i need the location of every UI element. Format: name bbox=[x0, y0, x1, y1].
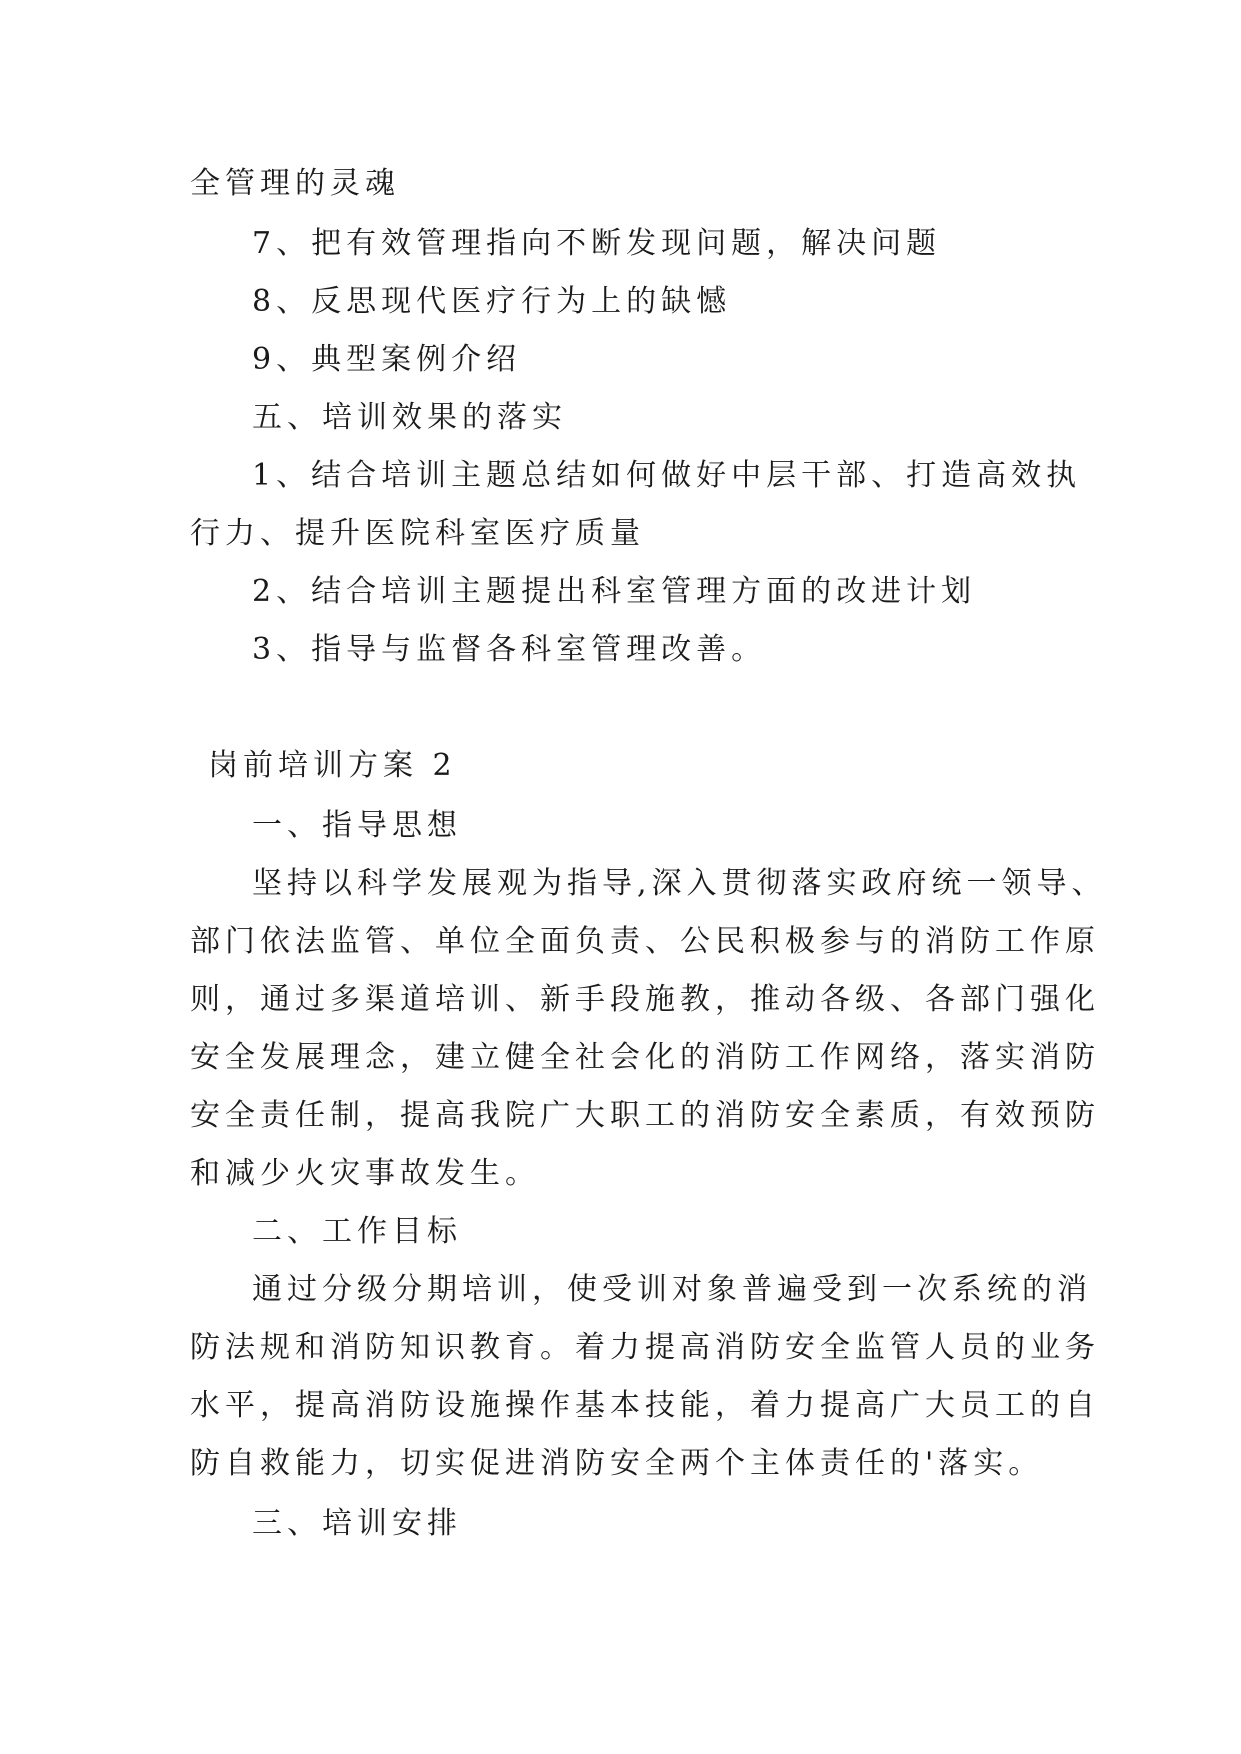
paragraph-line: 防自救能力，切实促进消防安全两个主体责任的'落实。 bbox=[190, 1446, 1044, 1481]
list-item: 3、指导与监督各科室管理改善。 bbox=[252, 632, 767, 667]
paragraph-line: 则，通过多渠道培训、新手段施教，推动各级、各部门强化 bbox=[190, 982, 1100, 1017]
paragraph-line: 安全责任制，提高我院广大职工的消防安全素质，有效预防 bbox=[190, 1098, 1100, 1133]
paragraph-line: 安全发展理念，建立健全社会化的消防工作网络，落实消防 bbox=[190, 1040, 1100, 1075]
text-line: 全管理的灵魂 bbox=[190, 166, 400, 201]
text-line: 行力、提升医院科室医疗质量 bbox=[190, 516, 645, 551]
section-heading: 五、培训效果的落实 bbox=[252, 400, 567, 435]
paragraph-line: 水平，提高消防设施操作基本技能，着力提高广大员工的自 bbox=[190, 1388, 1100, 1423]
list-item: 8、反思现代医疗行为上的缺憾 bbox=[252, 284, 732, 319]
section-heading: 一、指导思想 bbox=[252, 808, 462, 843]
list-item: 7、把有效管理指向不断发现问题，解决问题 bbox=[252, 226, 942, 261]
list-item: 1、结合培训主题总结如何做好中层干部、打造高效执 bbox=[252, 458, 1082, 493]
paragraph-line: 坚持以科学发展观为指导,深入贯彻落实政府统一领导、 bbox=[252, 866, 1107, 901]
document-title: 岗前培训方案 2 bbox=[208, 748, 457, 783]
section-heading: 三、培训安排 bbox=[252, 1506, 462, 1541]
paragraph-line: 通过分级分期培训，使受训对象普遍受到一次系统的消 bbox=[252, 1272, 1092, 1307]
section-heading: 二、工作目标 bbox=[252, 1214, 462, 1249]
paragraph-line: 和减少火灾事故发生。 bbox=[190, 1156, 540, 1191]
list-item: 2、结合培训主题提出科室管理方面的改进计划 bbox=[252, 574, 977, 609]
paragraph-line: 防法规和消防知识教育。着力提高消防安全监管人员的业务 bbox=[190, 1330, 1100, 1365]
list-item: 9、典型案例介绍 bbox=[252, 342, 522, 377]
paragraph-line: 部门依法监管、单位全面负责、公民积极参与的消防工作原 bbox=[190, 924, 1100, 959]
